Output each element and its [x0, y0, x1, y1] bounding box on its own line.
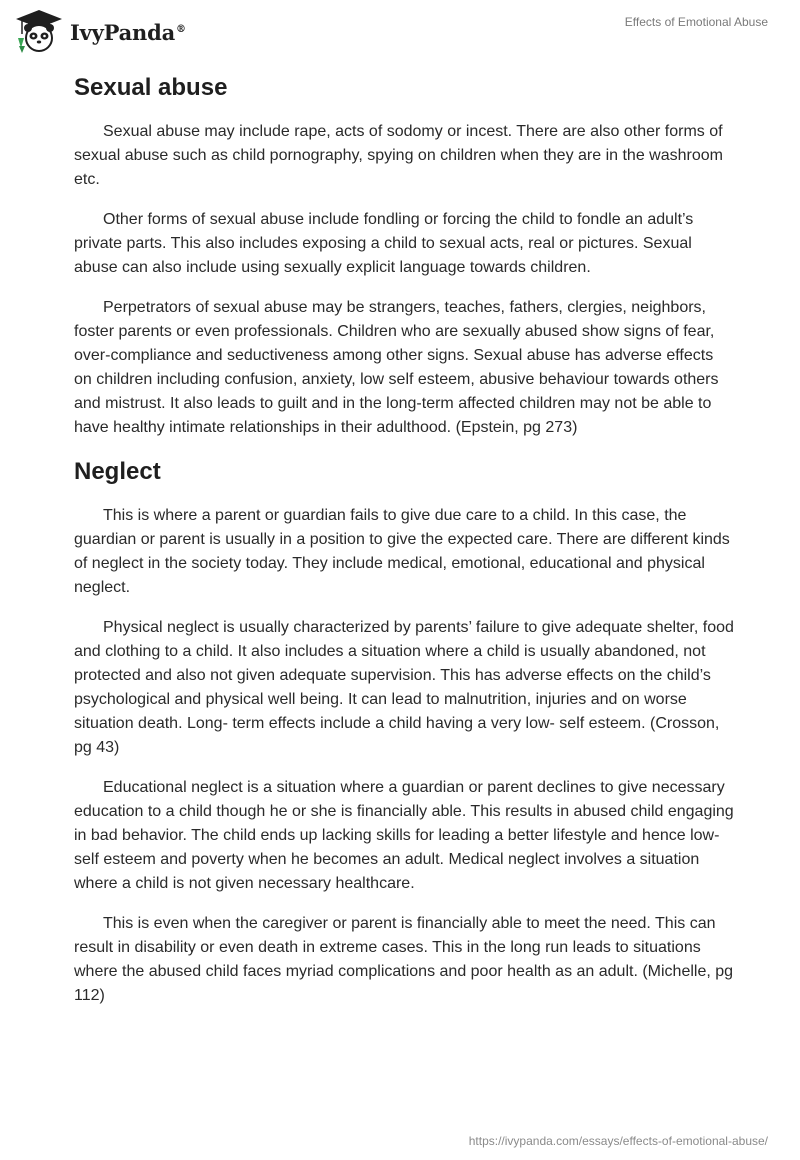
ivypanda-logo[interactable]	[14, 8, 186, 54]
page-header	[0, 0, 800, 66]
registered-mark: ®	[176, 23, 186, 35]
paragraph: Educational neglect is a situation where a guardian or parent declines to give necessary education to a child though he or she is financially able. This results in abused child engaging in bad behavior. The child ends up lacking skills for leading a better lifestyle and hence low- self esteem and poverty when he becomes an adult. Medical neglect involves a situation where a child is not given necessary healthcare.	[74, 779, 734, 892]
paragraph: Other forms of sexual abuse include fondling or forcing the child to fondle an adult’s private parts. This also includes exposing a child to sexual acts, real or pictures. Sexual abuse can also include using sexually explicit language towards children.	[74, 211, 694, 276]
essay-body	[74, 72, 734, 1024]
logo-name: IvyPanda	[70, 19, 176, 45]
section-heading-sexual-abuse: Sexual abuse	[74, 74, 228, 101]
paragraph: Sexual abuse may include rape, acts of sodomy or incest. There are also other forms of sexual abuse such as child pornography, spying on children when they are in the washroom etc.	[74, 123, 723, 188]
document-title: Effects of Emotional Abuse	[624, 15, 768, 29]
source-url[interactable]: https://ivypanda.com/essays/effects-of-emotional-abuse/	[468, 1134, 768, 1148]
paragraph: Perpetrators of sexual abuse may be strangers, teaches, fathers, clergies, neighbors, foster parents or even professionals. Children who are sexually abused show signs of fear, over-compliance and seductiveness among other signs. Sexual abuse has adverse effects on children including confusion, anxiety, low self esteem, abusive behaviour towards others and mistrust. It also leads to guilt and in the long-term affected children may not be able to have healthy intimate relationships in their adulthood. (Epstein, pg 273)	[74, 299, 719, 436]
section-heading-neglect: Neglect	[74, 458, 161, 485]
logo-wordmark	[70, 20, 186, 45]
paragraph: Physical neglect is usually characterized by parents’ failure to give adequate shelter, food and clothing to a child. It also includes a situation where a child is usually abandoned, not protected and also not given adequate supervision. This has adverse effects on the child’s psychological and physical well being. It can lead to malnutrition, injuries and on worse situation death. Long- term effects include a child having a very low- self esteem. (Crosson, pg 43)	[74, 619, 734, 756]
panda-graduate-icon	[14, 8, 64, 54]
paragraph: This is even when the caregiver or parent is financially able to meet the need. This can result in disability or even death in extreme cases. This in the long run leads to situations where the abused child faces myriad complications and poor health as an adult. (Michelle, pg 112)	[74, 915, 734, 1004]
paragraph: This is where a parent or guardian fails to give due care to a child. In this case, the guardian or parent is usually in a position to give the expected care. There are different kinds of neglect in the society today. They include medical, emotional, educational and physical neglect.	[74, 507, 730, 596]
